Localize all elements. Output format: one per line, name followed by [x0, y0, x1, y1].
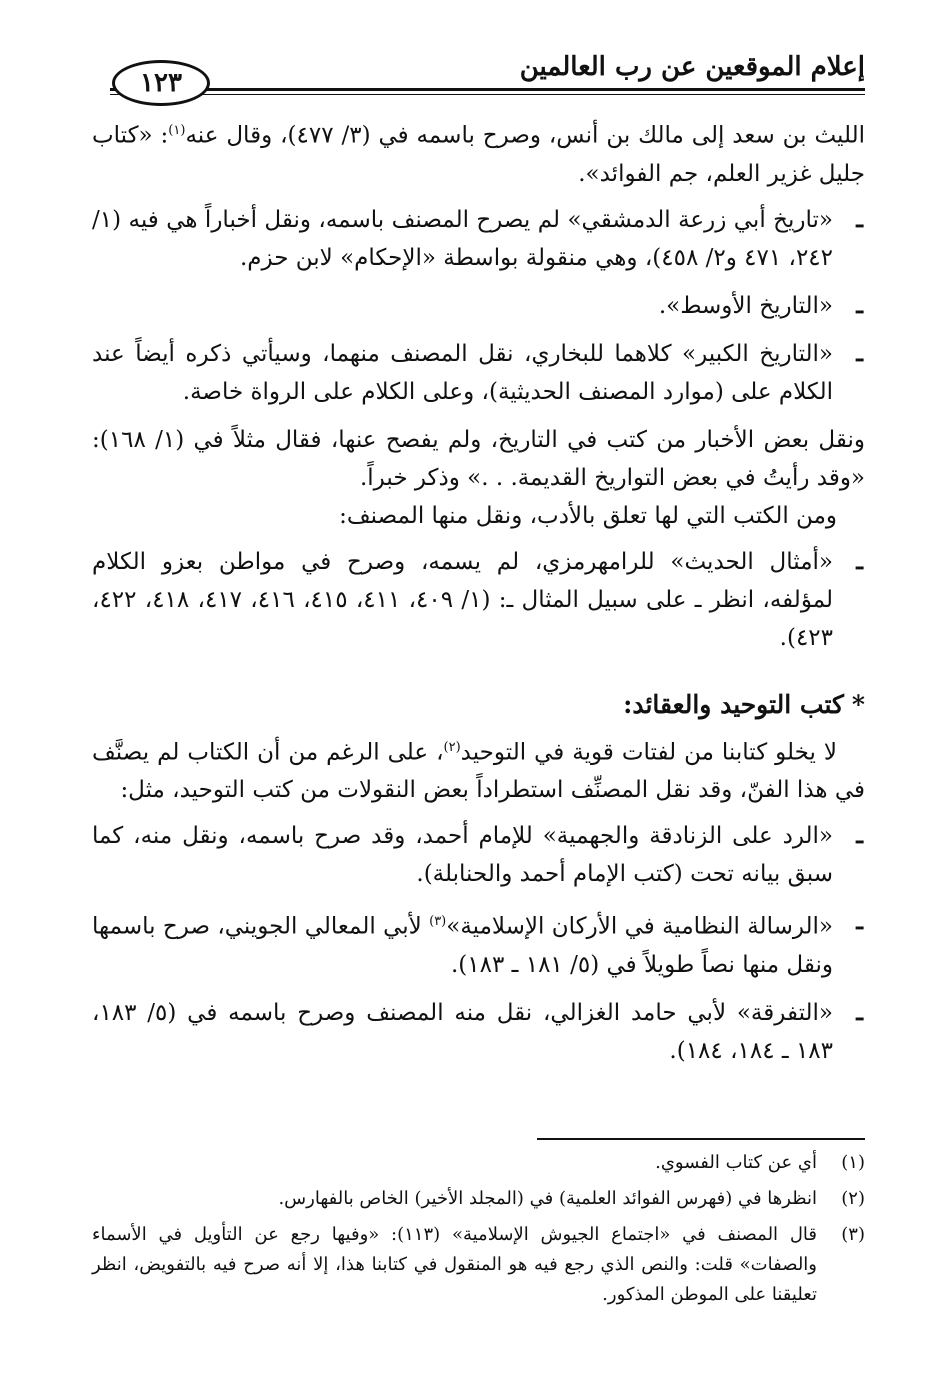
- footnote-ref: (٢): [443, 739, 461, 755]
- footnote-number: (٣): [841, 1224, 865, 1245]
- list-item: ـ «أمثال الحديث» للرامهرمزي، لم يسمه، وصرح في مواطن بعزو الكلام لمؤلفه، انظر ـ على سبيل المثال ـ: (١/ ٤٠٩، ٤١١، ٤١٥، ٤١٦، ٤١٧، ٤١٨، ٤٢٢، ٤٢٣).: [92, 543, 865, 657]
- bullet-dash: ـ: [856, 547, 863, 575]
- star-icon: *: [851, 689, 865, 719]
- paragraph: الليث بن سعد إلى مالك بن أنس، وصرح باسمه في (٣/ ٤٧٧)، وقال عنه$^{(١)}$: «كتاب جليل غزير العلم، جم الفوائد».: [92, 122, 865, 187]
- main-text: [92, 112, 865, 1080]
- running-header-title: إعلام الموقعين عن رب العالمين: [519, 52, 865, 82]
- footnote-ref: (١): [168, 123, 186, 138]
- list-item: ـ «الرسالة النظامية في الأركان الإسلامية»$^{(٣)}$ لأبي المعالي الجويني، صرح باسمها ونقل منها نصاً طويلاً في (٥/ ١٨١ ـ ١٨٣).: [92, 903, 865, 984]
- list-item: ـ «التاريخ الأوسط».: [92, 287, 865, 325]
- footnote-separator: [537, 1138, 865, 1140]
- footnote: [92, 1184, 865, 1214]
- list-item: ـ «التاريخ الكبير» كلاهما للبخاري، نقل المصنف منهما، وسيأتي ذكره أيضاً عند الكلام على (موارد المصنف الحديثية)، وعلى الكلام على الرواة خاصة.: [92, 335, 865, 411]
- paragraph: لا يخلو كتابنا من لفتات قوية في التوحيد$^{(٢)}$، على الرغم من أن الكتاب لم يصنَّف في هذا الفنّ، وقد نقل المصنِّف استطراداً بعض النقولات من كتب التوحيد، مثل:: [92, 739, 865, 804]
- bullet-dash: ـ: [856, 822, 863, 850]
- footnote-text: انظرها في (فهرس الفوائد العلمية) في (المجلد الأخير) الخاص بالفهارس.: [278, 1188, 817, 1209]
- list-item: ـ «الرد على الزنادقة والجهمية» للإمام أحمد، وقد صرح باسمه، ونقل منه، كما سبق بيانه تحت (كتب الإمام أحمد والحنابلة).: [92, 817, 865, 893]
- bullet-dash: ـ: [856, 998, 863, 1026]
- list-item: ـ «تاريخ أبي زرعة الدمشقي» لم يصرح المصنف باسمه، ونقل أخباراً هي فيه (١/ ٢٤٢، ٤٧١ و٢/ ٤٥٨)، وهي منقولة بواسطة «الإحكام» لابن حزم.: [92, 201, 865, 277]
- bullet-dash: ـ: [856, 291, 863, 319]
- section-heading: *كتب التوحيد والعقائد:: [623, 689, 865, 719]
- footnote-number: (١): [841, 1152, 865, 1173]
- bullet-dash: ـ: [856, 339, 863, 367]
- paragraph: ومن الكتب التي لها تعلق بالأدب، ونقل منها المصنف:: [339, 502, 837, 529]
- bullet-dash: ـ: [856, 908, 863, 936]
- footnote-ref: (٣): [429, 914, 447, 930]
- footnote-text: أي عن كتاب الفسوي.: [655, 1152, 817, 1173]
- footnote-text: قال المصنف في «اجتماع الجيوش الإسلامية» (١١٣): «وفيها رجع عن التأويل في الأسماء والصفات» قلت: والنص الذي رجع فيه هو المنقول في كتابنا هذا، إلا أنه صرح فيه بالتفويض، انظر تعليقنا على الموطن المذكور.: [92, 1224, 817, 1305]
- footnote-number: (٢): [841, 1188, 865, 1209]
- footnotes: [92, 1148, 865, 1316]
- header-rule: [110, 88, 865, 91]
- footnote: [92, 1148, 865, 1178]
- paragraph: ونقل بعض الأخبار من كتب في التاريخ، ولم يفصح عنها، فقال مثلاً في (١/ ١٦٨): «وقد رأيتُ في بعض التواريخ القديمة. . .» وذكر خبراً.: [92, 426, 865, 491]
- page-number: ١٢٣: [112, 60, 210, 106]
- footnote: [92, 1220, 865, 1310]
- header-rule-thin: [110, 94, 865, 95]
- bullet-dash: ـ: [856, 205, 863, 233]
- list-item: ـ «التفرقة» لأبي حامد الغزالي، نقل منه المصنف وصرح باسمه في (٥/ ١٨٣، ١٨٣ ـ ١٨٤، ١٨٤).: [92, 994, 865, 1070]
